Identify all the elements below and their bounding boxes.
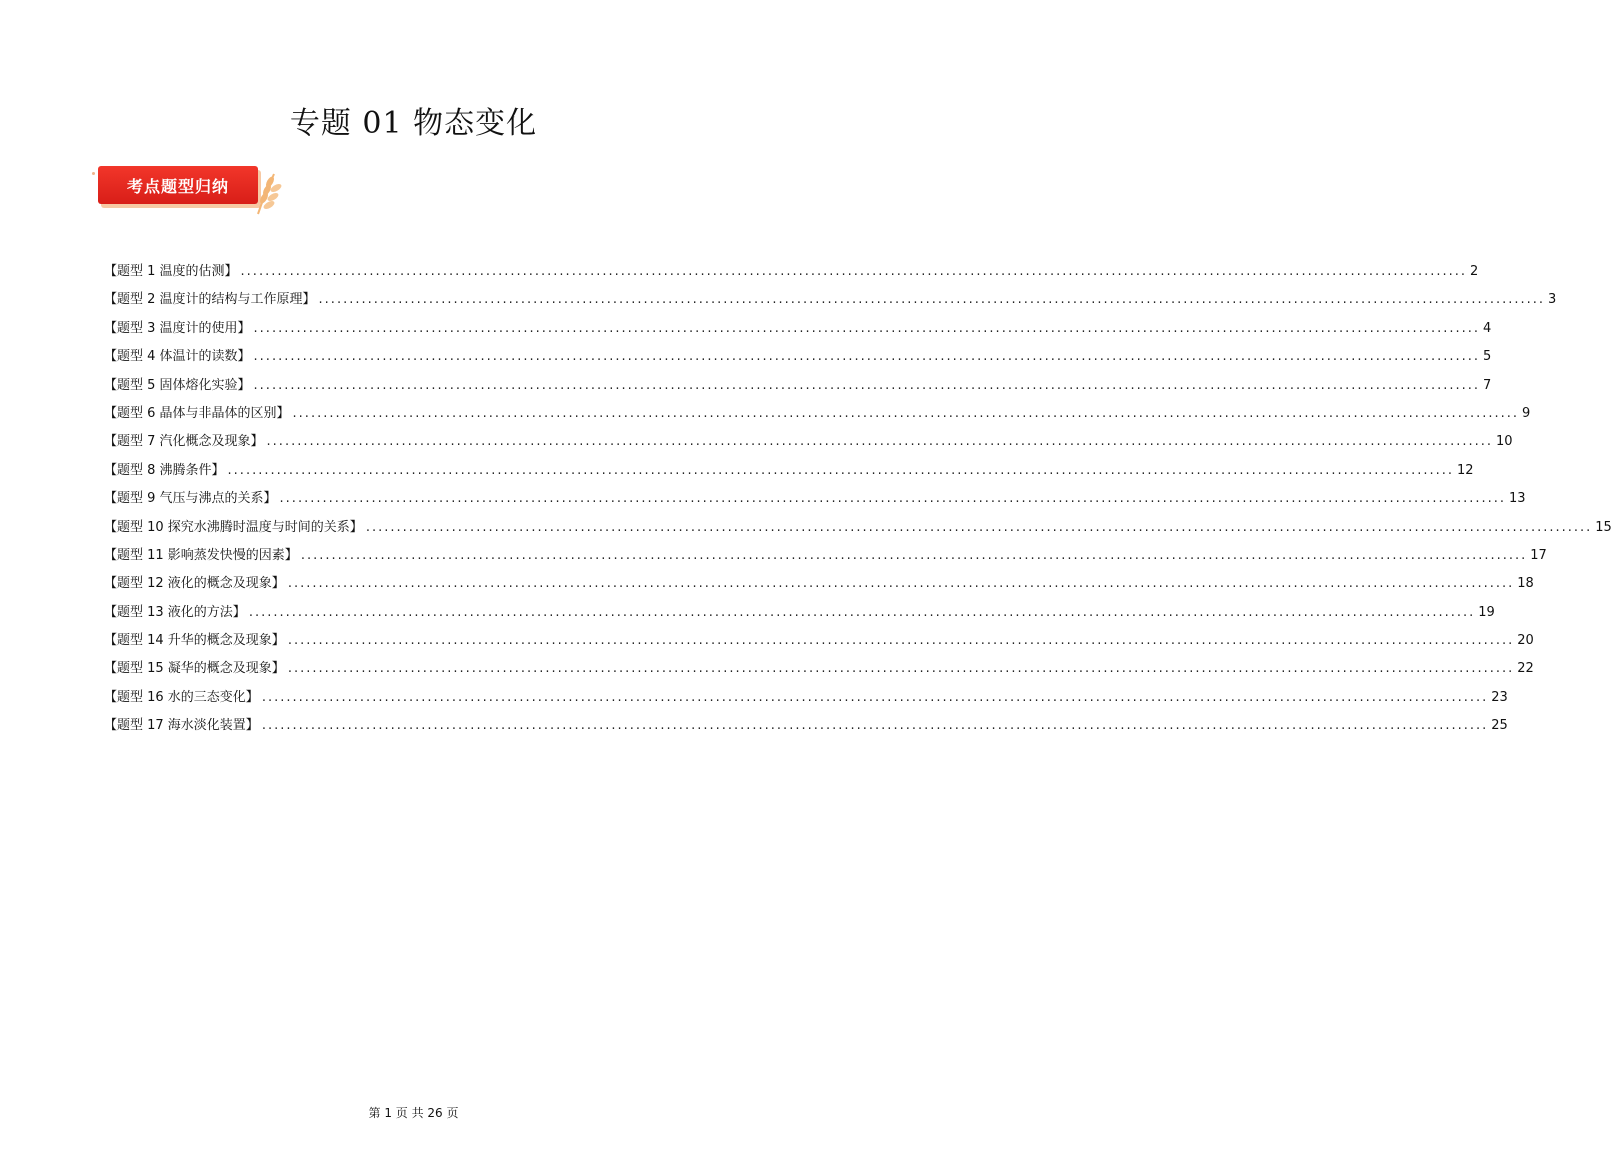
toc-leader-dots: ........................................................................................................................................................................................................ xyxy=(365,519,1593,535)
toc-entry[interactable] xyxy=(104,288,1557,316)
toc-entry-label: 【题型 1 温度的估测】 xyxy=(104,264,238,279)
toc-entry-page: 20 xyxy=(1517,633,1534,649)
toc-entry-page: 12 xyxy=(1457,462,1474,478)
table-of-contents xyxy=(104,260,1612,743)
toc-entry-label: 【题型 16 水的三态变化】 xyxy=(104,689,259,705)
toc-leader-dots: ........................................................................................................................................................................................................ xyxy=(287,661,1515,677)
toc-leader-dots: ........................................................................................................................................................................................................ xyxy=(318,292,1546,308)
toc-entry-page: 23 xyxy=(1491,689,1508,705)
toc-entry-label: 【题型 11 影响蒸发快慢的因素】 xyxy=(104,547,298,563)
toc-entry[interactable] xyxy=(104,374,1492,402)
toc-entry-page: 3 xyxy=(1548,292,1557,308)
toc-entry-label: 【题型 13 液化的方法】 xyxy=(104,604,246,620)
toc-entry[interactable] xyxy=(104,430,1513,458)
toc-leader-dots: ........................................................................................................................................................................................................ xyxy=(261,689,1489,705)
toc-entry[interactable] xyxy=(104,487,1526,515)
toc-leader-dots: ........................................................................................................................................................................................................ xyxy=(292,405,1520,421)
toc-leader-dots: ........................................................................................................................................................................................................ xyxy=(279,491,1507,507)
toc-leader-dots: ........................................................................................................................................................................................................ xyxy=(227,462,1455,478)
badge-label: 考点题型归纳 xyxy=(126,177,229,196)
toc-entry-label: 【题型 12 液化的概念及现象】 xyxy=(104,576,285,592)
toc-entry-label: 【题型 10 探究水沸腾时温度与时间的关系】 xyxy=(104,519,363,535)
toc-entry[interactable] xyxy=(104,657,1534,685)
toc-entry[interactable] xyxy=(104,601,1495,629)
page-title: 专题 01 物态变化 xyxy=(289,106,538,141)
toc-leader-dots: ........................................................................................................................................................................................................ xyxy=(266,434,1494,450)
toc-entry-label: 【题型 15 凝华的概念及现象】 xyxy=(104,661,285,677)
toc-entry-page: 7 xyxy=(1483,377,1492,393)
toc-entry-label: 【题型 5 固体熔化实验】 xyxy=(104,377,251,393)
toc-entry-page: 22 xyxy=(1517,661,1534,677)
toc-entry[interactable] xyxy=(104,572,1534,600)
toc-entry-page: 15 xyxy=(1595,519,1612,535)
toc-entry-page: 10 xyxy=(1496,434,1513,450)
toc-leader-dots: ........................................................................................................................................................................................................ xyxy=(287,633,1515,649)
toc-entry[interactable] xyxy=(104,317,1492,345)
toc-entry[interactable] xyxy=(104,345,1492,373)
toc-entry[interactable] xyxy=(104,686,1508,714)
toc-entry[interactable] xyxy=(104,714,1508,742)
toc-entry-label: 【题型 3 温度计的使用】 xyxy=(104,320,251,336)
toc-entry[interactable] xyxy=(104,516,1612,544)
toc-leader-dots: ........................................................................................................................................................................................................ xyxy=(253,320,1481,336)
badge-box xyxy=(98,166,258,204)
toc-entry[interactable] xyxy=(104,459,1474,487)
toc-entry-page: 25 xyxy=(1491,718,1508,734)
toc-leader-dots: ........................................................................................................................................................................................................ xyxy=(253,349,1481,365)
toc-leader-dots: ........................................................................................................................................................................................................ xyxy=(253,377,1481,393)
page-footer: 第 1 页 共 26 页 xyxy=(368,1106,459,1120)
wheat-icon xyxy=(252,170,282,216)
toc-leader-dots: ........................................................................................................................................................................................................ xyxy=(300,547,1528,563)
toc-entry[interactable] xyxy=(104,260,1479,288)
toc-leader-dots: ........................................................................................................................................................................................................ xyxy=(261,718,1489,734)
toc-entry[interactable] xyxy=(104,544,1547,572)
toc-entry-page: 5 xyxy=(1483,349,1492,365)
toc-leader-dots: ........................................................................................................................................................................................................ xyxy=(287,576,1515,592)
toc-entry-label: 【题型 6 晶体与非晶体的区别】 xyxy=(104,405,290,421)
toc-entry-label: 【题型 14 升华的概念及现象】 xyxy=(104,633,285,649)
section-badge xyxy=(92,160,292,216)
toc-entry-label: 【题型 2 温度计的结构与工作原理】 xyxy=(104,292,316,308)
toc-entry-page: 13 xyxy=(1509,491,1526,507)
toc-entry-page: 2 xyxy=(1470,264,1479,279)
toc-entry-page: 9 xyxy=(1522,405,1531,421)
toc-entry-page: 17 xyxy=(1530,547,1547,563)
toc-leader-dots: ........................................................................................................................................................................................................ xyxy=(240,264,1468,279)
toc-entry-label: 【题型 8 沸腾条件】 xyxy=(104,462,225,478)
toc-entry-page: 4 xyxy=(1483,320,1492,336)
toc-entry-page: 19 xyxy=(1478,604,1495,620)
toc-leader-dots: ........................................................................................................................................................................................................ xyxy=(248,604,1476,620)
toc-entry-page: 18 xyxy=(1517,576,1534,592)
toc-entry-label: 【题型 4 体温计的读数】 xyxy=(104,349,251,365)
toc-entry[interactable] xyxy=(104,402,1531,430)
toc-entry-label: 【题型 9 气压与沸点的关系】 xyxy=(104,491,277,507)
toc-entry-label: 【题型 17 海水淡化装置】 xyxy=(104,718,259,734)
toc-entry-label: 【题型 7 汽化概念及现象】 xyxy=(104,434,264,450)
toc-entry[interactable] xyxy=(104,629,1534,657)
